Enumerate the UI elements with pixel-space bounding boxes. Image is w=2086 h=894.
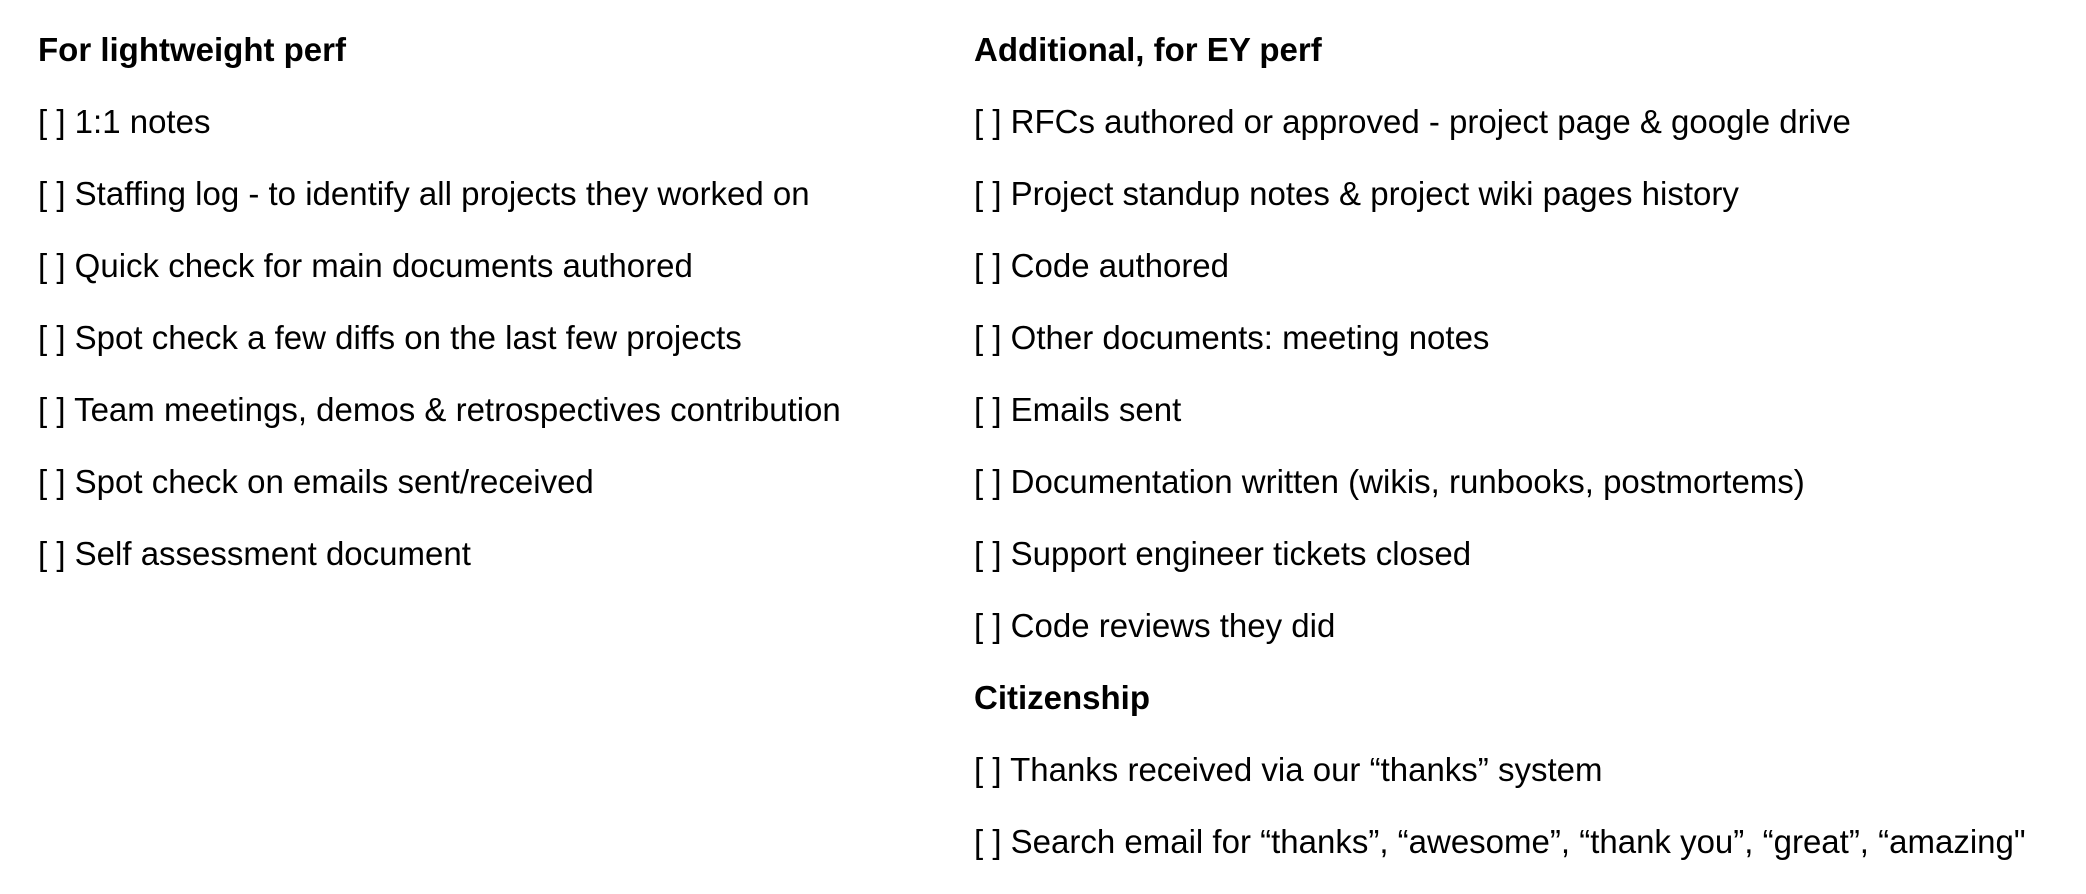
checklist-item: [ ] RFCs authored or approved - project page & google drive: [974, 103, 1851, 140]
checklist-item: [ ] Search email for “thanks”, “awesome”, “thank you”, “great”, “amazing": [974, 823, 2026, 860]
checklist-item: [ ] Documentation written (wikis, runbooks, postmortems): [974, 463, 1805, 500]
checklist-item: [ ] Code reviews they did: [974, 607, 1336, 644]
checklist-item: [ ] Code authored: [974, 247, 1230, 284]
checklist-item: [ ] 1:1 notes: [38, 103, 211, 140]
checklist-item: [ ] Support engineer tickets closed: [974, 535, 1472, 572]
right-heading: Additional, for EY perf: [974, 31, 1322, 68]
checklist-item: [ ] Other documents: meeting notes: [974, 319, 1490, 356]
checklist-item: [ ] Emails sent: [974, 391, 1182, 428]
checklist-item: [ ] Project standup notes & project wiki pages history: [974, 175, 1739, 212]
citizenship-heading: Citizenship: [974, 679, 1151, 716]
checklist-item: [ ] Spot check on emails sent/received: [38, 463, 594, 500]
checklist-item: [ ] Thanks received via our “thanks” system: [974, 751, 1603, 788]
checklist-item: [ ] Self assessment document: [38, 535, 471, 572]
checklist-item: [ ] Spot check a few diffs on the last few projects: [38, 319, 742, 356]
checklist-item: [ ] Team meetings, demos & retrospectives contribution: [38, 391, 841, 428]
left-heading: For lightweight perf: [38, 31, 346, 68]
checklist-item: [ ] Staffing log - to identify all projects they worked on: [38, 175, 810, 212]
checklist-item: [ ] Quick check for main documents authored: [38, 247, 693, 284]
